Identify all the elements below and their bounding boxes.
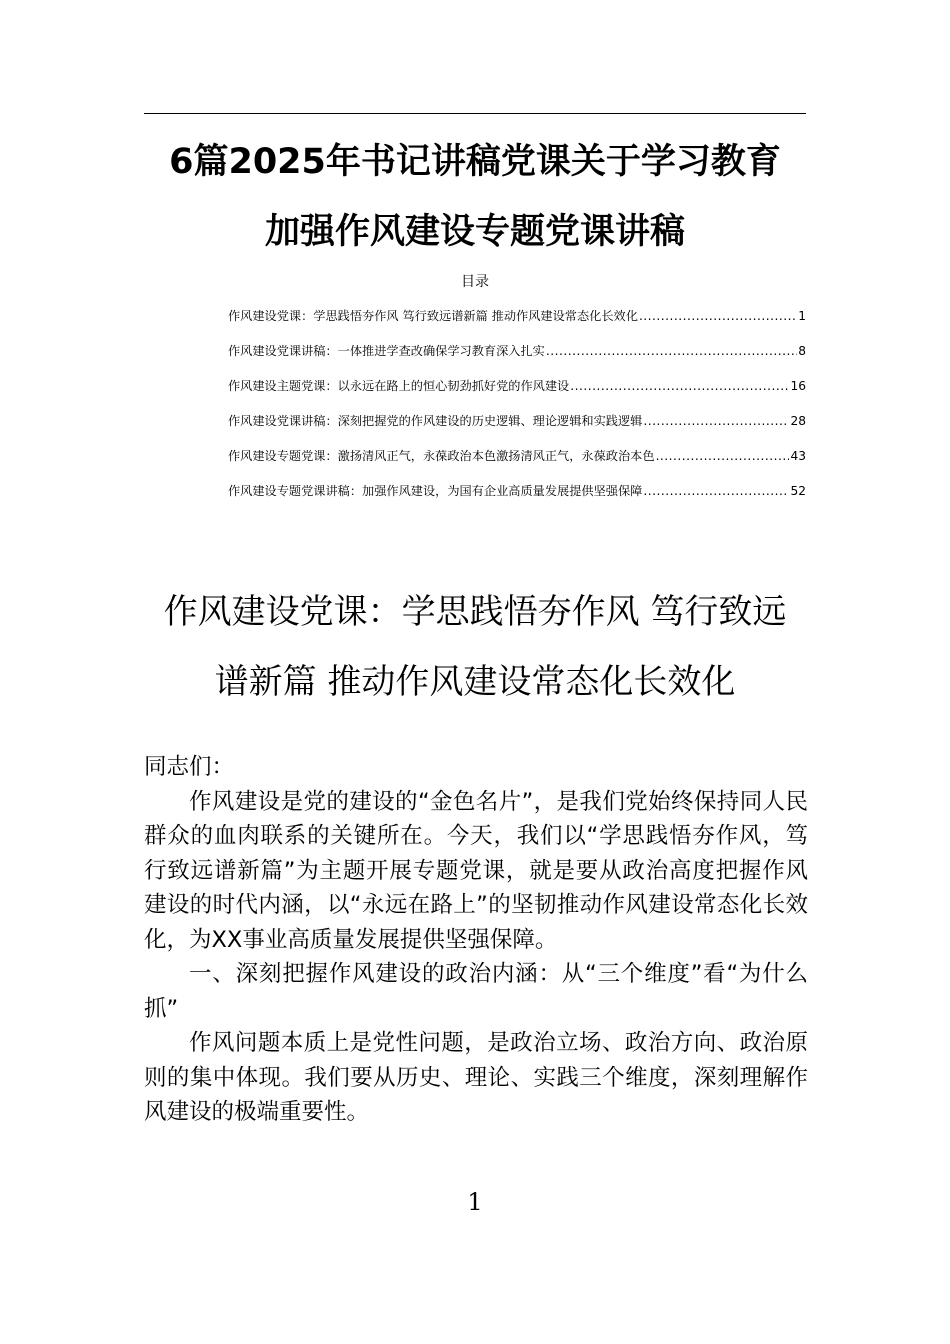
body-paragraph: 作风问题本质上是党性问题，是政治立场、政治方向、政治原则的集中体现。我们要从历史、理论、实践三个维度，深刻理解作风建设的极端重要性。 bbox=[144, 1030, 808, 1125]
toc-entry[interactable] bbox=[228, 376, 806, 411]
section-body bbox=[144, 750, 808, 1130]
subheading: 一、深刻把握作风建设的政治内涵：从“三个维度”看“为什么抓” bbox=[144, 961, 808, 1022]
toc-entry[interactable] bbox=[228, 411, 806, 446]
toc-entry-page: 52 bbox=[790, 484, 806, 498]
section-title-line-2: 谱新篇 推动作风建设常态化长效化 bbox=[214, 662, 736, 702]
table-of-contents bbox=[228, 306, 806, 516]
toc-leader-dots bbox=[546, 341, 797, 361]
toc-leader-dots bbox=[639, 306, 797, 326]
toc-entry-page: 43 bbox=[790, 449, 806, 463]
section-title-line-1: 作风建设党课：学思践悟夯作风 笃行致远 bbox=[163, 592, 787, 632]
document-title-line-2: 加强作风建设专题党课讲稿 bbox=[264, 212, 685, 252]
page-number: 1 bbox=[467, 1188, 483, 1216]
toc-leader-dots bbox=[656, 446, 790, 466]
body-paragraph: 作风建设是党的建设的“金色名片”，是我们党始终保持同人民群众的血肉联系的关键所在。今天，我们以“学思践悟夯作风，笃行致远谱新篇”为主题开展专题党课，就是要从政治高度把握作风建设的时代内涵，以“永远在路上”的坚韧推动作风建设常态化长效化，为XX事业高质量发展提供坚强保障。 bbox=[144, 788, 808, 953]
salutation: 同志们： bbox=[144, 754, 235, 780]
toc-entry-title: 作风建设专题党课：激扬清风正气，永葆政治本色激扬清风正气，永葆政治本色 bbox=[228, 449, 655, 463]
toc-leader-dots bbox=[643, 411, 789, 431]
header-rule bbox=[144, 113, 806, 114]
toc-heading: 目录 bbox=[461, 274, 489, 290]
toc-entry[interactable] bbox=[228, 341, 806, 376]
toc-leader-dots bbox=[643, 481, 789, 501]
toc-entry-page: 1 bbox=[798, 309, 806, 323]
toc-entry-title: 作风建设党课讲稿：一体推进学查改确保学习教育深入扎实 bbox=[228, 344, 545, 358]
toc-entry[interactable] bbox=[228, 306, 806, 341]
toc-entry-page: 8 bbox=[798, 344, 806, 358]
toc-entry[interactable] bbox=[228, 481, 806, 516]
document-title-line-1: 6篇2025年书记讲稿党课关于学习教育 bbox=[169, 142, 781, 182]
toc-entry-title: 作风建设党课讲稿：深刻把握党的作风建设的历史逻辑、理论逻辑和实践逻辑 bbox=[228, 414, 643, 428]
toc-leader-dots bbox=[570, 376, 789, 396]
toc-entry-title: 作风建设党课：学思践悟夯作风 笃行致远谱新篇 推动作风建设常态化长效化 bbox=[228, 309, 638, 323]
toc-entry-page: 28 bbox=[790, 414, 806, 428]
toc-entry-page: 16 bbox=[790, 379, 806, 393]
toc-entry-title: 作风建设主题党课：以永远在路上的恒心韧劲抓好党的作风建设 bbox=[228, 379, 570, 393]
toc-entry-title: 作风建设专题党课讲稿：加强作风建设，为国有企业高质量发展提供坚强保障 bbox=[228, 484, 643, 498]
toc-entry[interactable] bbox=[228, 446, 806, 481]
